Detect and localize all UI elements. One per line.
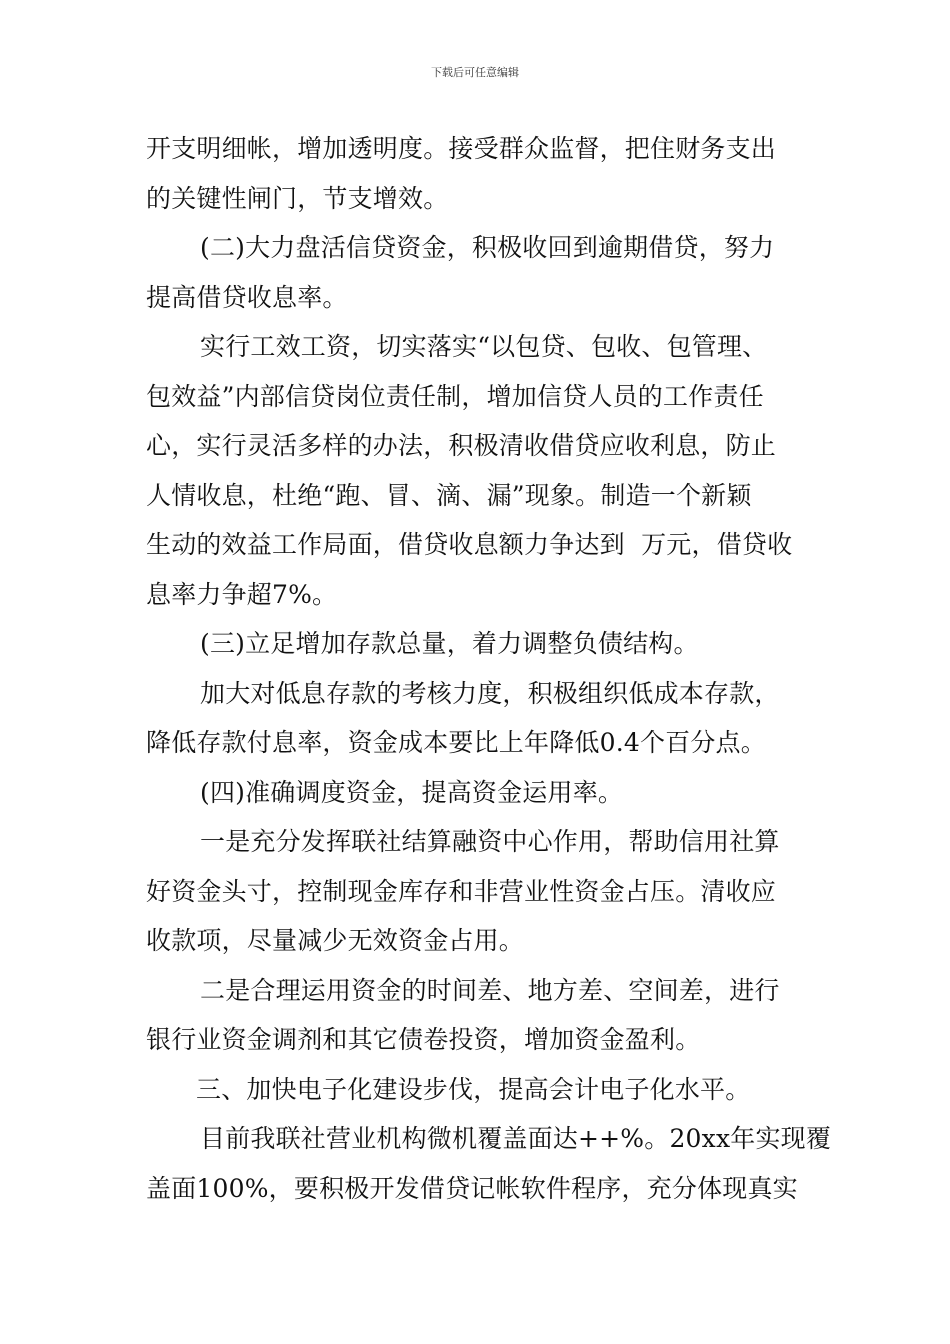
text-line: (二)大力盘活信贷资金，积极收回到逾期借贷，努力 [200, 233, 775, 262]
text-line: 三、加快电子化建设步伐，提高会计电子化水平。 [196, 1074, 751, 1104]
text-line: 生动的效益工作局面，借贷收息额力争达到 万元，借贷收 [146, 530, 793, 559]
text-line: 人情收息，杜绝“跑、冒、滴、漏”现象。制造一个新颖 [146, 480, 752, 510]
text-line: 目前我联社营业机构微机覆盖面达++%。20xx年实现覆 [200, 1124, 832, 1153]
text-line: 降低存款付息率，资金成本要比上年降低0.4个百分点。 [146, 728, 766, 757]
text-line: 好资金头寸，控制现金库存和非营业性资金占压。清收应 [146, 876, 777, 906]
text-line: 盖面100%，要积极开发借贷记帐软件程序，充分体现真实 [146, 1173, 798, 1203]
text-line: 提高借贷收息率。 [146, 282, 348, 312]
text-line: 收款项，尽量减少无效资金占用。 [146, 926, 525, 955]
page-header: 下载后可任意编辑 [431, 66, 519, 79]
text-line: 一是充分发挥联社结算融资中心作用，帮助信用社算 [200, 827, 780, 856]
text-line: (三)立足增加存款总量，着力调整负债结构。 [200, 629, 699, 658]
text-line: 包效益”内部信贷岗位责任制，增加信贷人员的工作责任 [146, 381, 764, 411]
text-line: (四)准确调度资金，提高资金运用率。 [200, 777, 624, 807]
document-body [146, 124, 832, 1213]
text-line: 加大对低息存款的考核力度，积极组织低成本存款， [200, 678, 780, 708]
text-line: 的关键性闸门，节支增效。 [146, 183, 449, 213]
text-line: 息率力争超7%。 [146, 579, 338, 609]
text-line: 二是合理运用资金的时间差、地方差、空间差，进行 [200, 975, 780, 1005]
text-line: 银行业资金调剂和其它债卷投资，增加资金盈利。 [146, 1025, 701, 1054]
text-line: 实行工效工资，切实落实“以包贷、包收、包管理、 [200, 332, 768, 361]
text-line: 心，实行灵活多样的办法，积极清收借贷应收利息，防止 [146, 431, 777, 460]
text-line: 开支明细帐，增加透明度。接受群众监督，把住财务支出 [146, 134, 777, 163]
